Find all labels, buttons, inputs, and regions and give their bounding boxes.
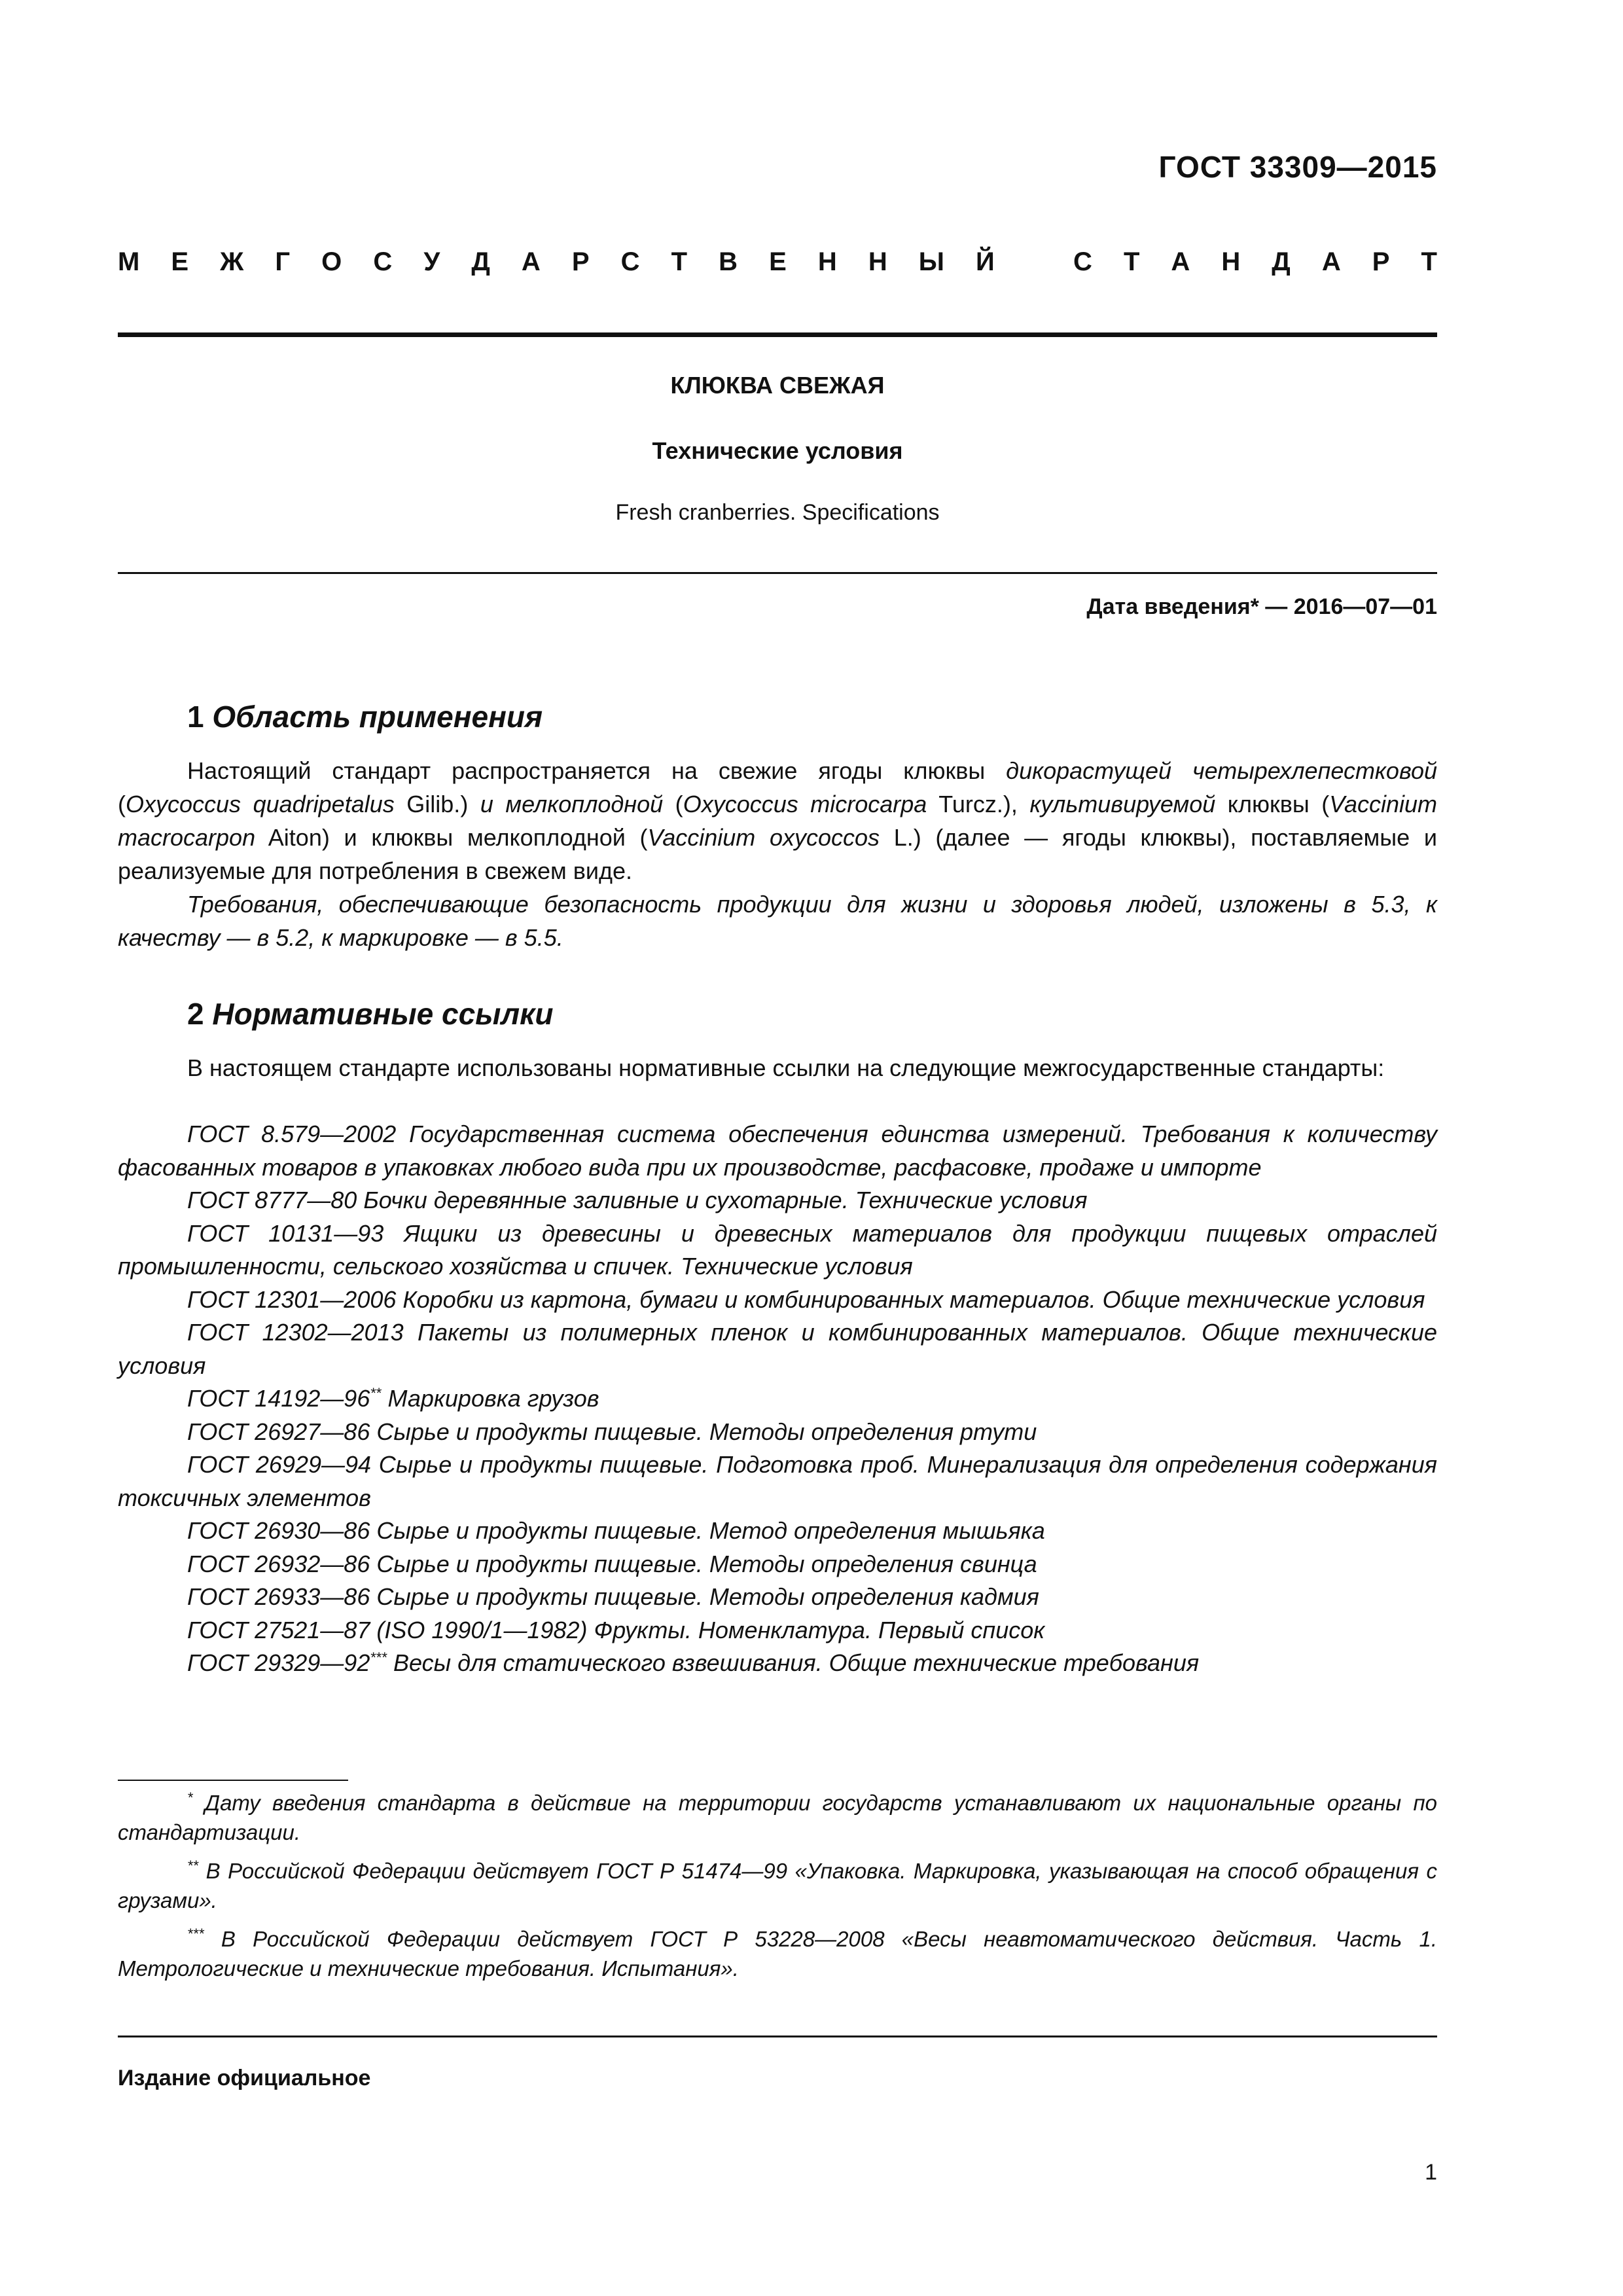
standard-label-letter: Г	[275, 247, 291, 276]
page-number: 1	[1425, 2160, 1437, 2185]
standard-label-letter: Н	[817, 247, 837, 276]
section-2-title: Нормативные ссылки	[212, 997, 554, 1031]
standard-label-letter: Т	[671, 247, 688, 276]
section-1-heading	[187, 699, 543, 734]
section-1-number: 1	[187, 700, 204, 734]
standard-label-letter: Р	[1372, 247, 1390, 276]
standard-label-word1	[118, 247, 995, 277]
footnote-item: *** В Российской Федерации действует ГОСТ Р 53228—2008 «Весы неавтоматического действия. Часть 1. Метрологические и технические требования. Испытания».	[118, 1926, 1437, 1981]
footnotes	[118, 1788, 1437, 1992]
footnote-mark: *	[187, 1789, 193, 1806]
section-1-body	[118, 754, 1437, 954]
standard-label-letter: Д	[1272, 247, 1291, 276]
standard-label-letter: Ы	[918, 247, 944, 276]
standard-label-letter: А	[1321, 247, 1341, 276]
standard-label-letter: Н	[1221, 247, 1241, 276]
standard-label-letter: Н	[868, 247, 887, 276]
footnote-mark: ***	[370, 1649, 387, 1666]
reference-item: ГОСТ 14192—96** Маркировка грузов	[187, 1385, 599, 1412]
doc-number: ГОСТ 33309—2015	[1158, 150, 1437, 184]
standard-label-letter: О	[321, 247, 342, 276]
header-rule	[118, 332, 1437, 337]
footer-rule	[118, 2036, 1437, 2037]
standard-label-letter: С	[373, 247, 393, 276]
reference-item: ГОСТ 26929—94 Сырье и продукты пищевые. Подготовка проб. Минерализация для определения содержания токсичных элементов	[118, 1451, 1437, 1511]
standard-label-letter: С	[1073, 247, 1092, 276]
section-2-heading	[187, 996, 554, 1031]
standard-label	[118, 247, 1437, 277]
standard-label-letter: Е	[769, 247, 787, 276]
standard-label-letter: Т	[1421, 247, 1437, 276]
footnote-item: ** В Российской Федерации действует ГОСТ Р 51474—99 «Упаковка. Маркировка, указывающая на способ обращения с грузами».	[118, 1857, 1437, 1912]
footnote-mark: **	[187, 1857, 199, 1874]
reference-item: ГОСТ 26930—86 Сырье и продукты пищевые. Метод определения мышьяка	[187, 1517, 1045, 1544]
standard-label-letter: А	[521, 247, 541, 276]
section-2-number: 2	[187, 997, 204, 1031]
reference-item: ГОСТ 27521—87 (ISO 1990/1—1982) Фрукты. Номенклатура. Первый список	[187, 1616, 1045, 1643]
introduction-date: Дата введения* — 2016—07—01	[1086, 594, 1437, 619]
document-title: КЛЮКВА СВЕЖАЯ	[670, 372, 885, 399]
document-subtitle: Технические условия	[652, 437, 903, 464]
section-2-intro: В настоящем стандарте использованы нормативные ссылки на следующие межгосударственные стандарты:	[187, 1054, 1385, 1081]
reference-item: ГОСТ 26927—86 Сырье и продукты пищевые. Методы определения ртути	[187, 1418, 1037, 1445]
title-rule	[118, 572, 1437, 574]
reference-item: ГОСТ 29329—92*** Весы для статического взвешивания. Общие технические требования	[187, 1649, 1200, 1676]
standard-label-letter: В	[719, 247, 738, 276]
footnote-mark: **	[370, 1385, 382, 1401]
footnote-separator	[118, 1780, 348, 1781]
section-1-paragraph-1: Настоящий стандарт распространяется на свежие ягоды клюквы дикорастущей четырехлепестковой (Oxycoccus quadripetalus Gilib.) и мелкоплодной (Oxycoccus microcarpa Turcz.), культивируемой клюквы (Vaccinium macrocarpon Aiton) и клюквы мелкоплодной (Vaccinium oxycoccos L.) (далее — ягоды клюквы), поставляемые и реализуемые для потребления в свежем виде.	[118, 757, 1438, 884]
footnote-mark: ***	[187, 1926, 204, 1942]
standard-label-letter: М	[118, 247, 140, 276]
reference-item: ГОСТ 12302—2013 Пакеты из полимерных пленок и комбинированных материалов. Общие технические условия	[118, 1319, 1437, 1379]
standard-label-letter: С	[620, 247, 640, 276]
standard-label-letter: Р	[571, 247, 590, 276]
reference-item: ГОСТ 10131—93 Ящики из древесины и древесных материалов для продукции пищевых отраслей промышленности, сельского хозяйства и спичек. Технические условия	[118, 1219, 1437, 1280]
standard-label-letter: Т	[1123, 247, 1140, 276]
reference-item: ГОСТ 8777—80 Бочки деревянные заливные и сухотарные. Технические условия	[187, 1187, 1088, 1213]
document-title-english: Fresh cranberries. Specifications	[615, 500, 940, 525]
reference-item: ГОСТ 8.579—2002 Государственная система обеспечения единства измерений. Требования к количеству фасованных товаров в упаковках любого вида при их производстве, расфасовке, продаже и импорте	[118, 1121, 1437, 1181]
document-page	[118, 0, 1437, 2296]
standard-label-letter: У	[423, 247, 440, 276]
reference-item: ГОСТ 26932—86 Сырье и продукты пищевые. Методы определения свинца	[187, 1550, 1037, 1577]
footnote-item: * Дату введения стандарта в действие на территории государств устанавливают их национальные органы по стандартизации.	[118, 1789, 1437, 1844]
standard-label-letter: Д	[471, 247, 490, 276]
references-list	[118, 1118, 1437, 1680]
edition-label: Издание официальное	[118, 2066, 371, 2090]
standard-label-word2	[1073, 247, 1437, 277]
section-1-title: Область применения	[212, 700, 543, 734]
standard-label-letter: Ж	[220, 247, 244, 276]
standard-label-letter: А	[1171, 247, 1190, 276]
standard-label-letter: Е	[171, 247, 189, 276]
section-1-paragraph-2: Требования, обеспечивающие безопасность продукции для жизни и здоровья людей, изложены в 5.3, к качеству — в 5.2, к маркировке — в 5.5.	[118, 891, 1437, 951]
reference-item: ГОСТ 26933—86 Сырье и продукты пищевые. Методы определения кадмия	[187, 1583, 1039, 1610]
standard-label-letter: Й	[976, 247, 995, 276]
reference-item: ГОСТ 12301—2006 Коробки из картона, бумаги и комбинированных материалов. Общие технические условия	[187, 1285, 1425, 1313]
